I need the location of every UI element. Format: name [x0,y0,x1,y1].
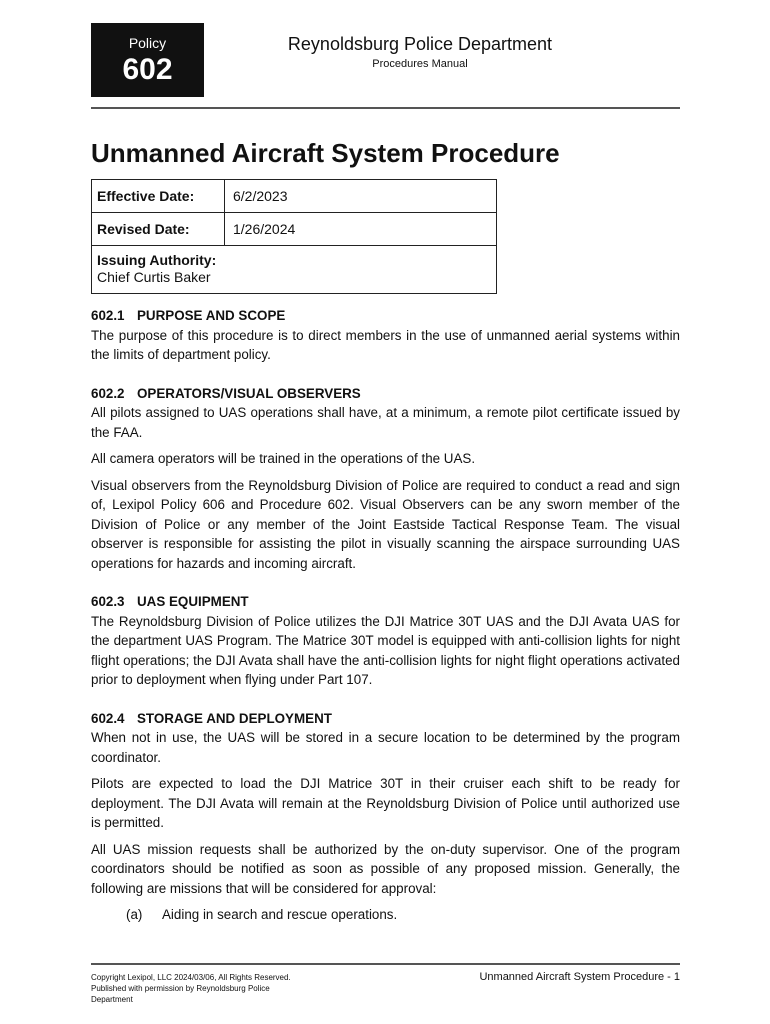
page-title: Unmanned Aircraft System Procedure [91,138,560,168]
paragraph: Visual observers from the Reynoldsburg Division of Police are required to conduct a read and sign of, Lexipol Policy 606 and Procedure 602. Visual Observers can be any sworn member of the Division of Police or any member of the Joint Eastside Tactical Response Team. The visual observer is responsible for assisting the pilot in visually scanning the airspace surrounding UAS operations for hazards and incoming aircraft. [91,477,680,571]
manual-name: Procedures Manual [372,58,468,70]
policy-number: 602 [122,53,173,86]
issuing-authority-value: Chief Curtis Baker [97,269,211,285]
section-602-4 [91,709,680,925]
section-heading [91,306,680,326]
copyright-line: Department [91,995,133,1004]
section-heading [91,709,680,729]
policy-badge [91,23,204,97]
section-602-2 [91,384,680,574]
effective-date-row [92,180,496,213]
section-number: 602.1 [91,308,125,323]
revised-date-row [92,213,496,246]
paragraph: All UAS mission requests shall be authorized by the on-duty supervisor. One of the program coordinators should be notified as soon as possible of any proposed mission. Generally, the following are missions that will be considered for approval: [91,841,680,896]
list-marker: (a) [126,907,143,922]
section-602-3 [91,592,680,690]
paragraph: When not in use, the UAS will be stored in a secure location to be determined by the program coordinator. [91,730,680,765]
section-title: OPERATORS/VISUAL OBSERVERS [137,385,361,401]
copyright-line: Published with permission by Reynoldsburg Police [91,984,270,993]
paragraph: Pilots are expected to load the DJI Matrice 30T in their cruiser each shift to be ready for deployment. The DJI Avata will remain at the Reynoldsburg Division of Police until authorized use is permitted. [91,776,680,830]
paragraph: All camera operators will be trained in the operations of the UAS. [91,451,476,466]
section-heading [91,592,680,612]
section-title: PURPOSE AND SCOPE [137,308,286,323]
header-divider [91,107,680,109]
document-body [91,306,680,925]
policy-label: Policy [128,35,167,51]
section-title: UAS EQUIPMENT [137,594,249,609]
paragraph: All pilots assigned to UAS operations shall have, at a minimum, a remote pilot certificate issued by the FAA. [91,405,680,440]
footer-copyright [91,972,331,1005]
section-number: 602.3 [91,594,125,609]
list-item-text: Aiding in search and rescue operations. [162,907,398,922]
section-title: STORAGE AND DEPLOYMENT [137,710,332,726]
footer-page-label: Unmanned Aircraft System Procedure - 1 [479,971,680,983]
paragraph: The purpose of this procedure is to direct members in the use of unmanned aerial systems within the limits of department policy. [91,327,680,362]
department-name: Reynoldsburg Police Department [287,34,553,54]
revised-date-label: Revised Date: [92,213,225,245]
list-item [91,905,680,925]
effective-date-value: 6/2/2023 [233,188,288,204]
issuing-authority-label: Issuing Authority: [97,252,217,268]
revised-date-value: 1/26/2024 [233,221,296,237]
copyright-line: Copyright Lexipol, LLC 2024/03/06, All Rights Reserved. [91,973,291,982]
footer-divider [91,963,680,965]
section-number: 602.2 [91,385,125,401]
paragraph: The Reynoldsburg Division of Police utilizes the DJI Matrice 30T UAS and the DJI Avata UAS for the department UAS Program. The Matrice 30T model is equipped with anti-collision lights for night flight operations; the DJI Avata shall have the anti-collision lights for night flight operations activated prior to deployment when flying under Part 107. [91,613,680,687]
policy-info-table [91,179,497,294]
section-602-1 [91,306,680,365]
section-heading [91,384,680,404]
section-number: 602.4 [91,710,125,726]
effective-date-label: Effective Date: [92,180,225,212]
